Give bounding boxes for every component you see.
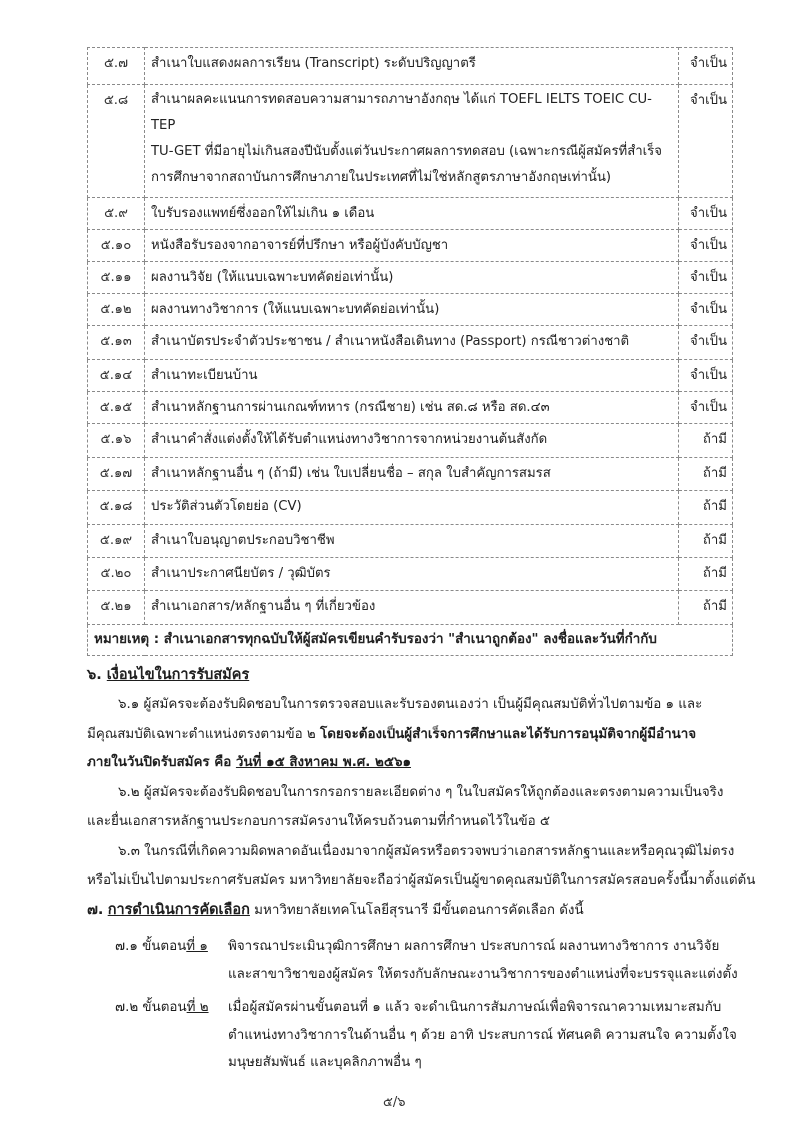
table-row	[88, 591, 733, 625]
item-status: จำเป็น	[679, 262, 733, 294]
table-row	[88, 424, 733, 458]
table-row	[88, 85, 733, 198]
item-status: จำเป็น	[679, 230, 733, 262]
item-number: ๕.๑๗	[88, 458, 145, 491]
item-status: ถ้ามี	[679, 591, 733, 625]
table-row	[88, 525, 733, 558]
item-number: ๕.๑๓	[88, 326, 145, 360]
step-1-label: ๗.๑ ขั้นตอนที่ ๑	[115, 939, 208, 954]
section-6-1-line-1: ๖.๑ ผู้สมัครจะต้องรับผิดชอบในการตรวจสอบและรับรองตนเองว่า เป็นผู้มีคุณสมบัติทั่วไปตามข้อ ๑ และ	[118, 697, 703, 712]
step-1-line-2: และสาขาวิชาของผู้สมัคร ให้ตรงกับลักษณะงานวิชาการของตำแหน่งที่จะบรรจุและแต่งตั้ง	[228, 967, 738, 982]
item-number: ๕.๑๕	[88, 392, 145, 424]
item-description: สำเนาผลคะแนนการทดสอบความสามารถภาษาอังกฤษ ได้แก่ TOEFL IELTS TOEIC CU-TEP TU-GET ที่มีอายุไม่เกินสองปีนับตั้งแต่วันประกาศผลการทดสอบ (เฉพาะกรณีผู้สมัครที่สำเร็จ การศึกษาจากสถาบันการศึกษาภายในประเทศที่ไม่ใช่หลักสูตรภาษาอังกฤษเท่านั้น)	[145, 85, 679, 198]
step-1-line-1: พิจารณาประเมินวุฒิการศึกษา ผลการศึกษา ประสบการณ์ ผลงานทางวิชาการ งานวิจัย	[228, 939, 720, 954]
table-row	[88, 48, 733, 85]
step-2-line-2: ตำแหน่งทางวิชาการในด้านอื่น ๆ ด้วย อาทิ ประสบการณ์ ทัศนคติ ความสนใจ ความตั้งใจ	[228, 1028, 737, 1043]
table-row	[88, 392, 733, 424]
item-number: ๕.๑๖	[88, 424, 145, 458]
table-row	[88, 230, 733, 262]
table-row	[88, 198, 733, 230]
item-description: สำเนาหลักฐานอื่น ๆ (ถ้ามี) เช่น ใบเปลี่ยนชื่อ – สกุล ใบสำคัญการสมรส	[145, 458, 679, 491]
section-6-1-line-2: มีคุณสมบัติเฉพาะตำแหน่งตรงตามข้อ ๒ โดยจะต้องเป็นผู้สำเร็จการศึกษาและได้รับการอนุมัติจากผู้มีอำนาจ	[87, 727, 697, 742]
table-row	[88, 360, 733, 392]
item-number: ๕.๑๐	[88, 230, 145, 262]
table-row	[88, 262, 733, 294]
section-6-2-line-2: และยื่นเอกสารหลักฐานประกอบการสมัครงานให้ครบถ้วนตามที่กำหนดไว้ในข้อ ๕	[87, 814, 551, 829]
step-2-line-1: เมื่อผู้สมัครผ่านขั้นตอนที่ ๑ แล้ว จะดำเนินการสัมภาษณ์เพื่อพิจารณาความเหมาะสมกับ	[228, 1000, 722, 1015]
item-status: จำเป็น	[679, 85, 733, 198]
page-number: ๕/๖	[383, 1095, 406, 1110]
item-description: สำเนาใบแสดงผลการเรียน (Transcript) ระดับปริญญาตรี	[145, 48, 679, 85]
section-6-3-line-2: หรือไม่เป็นไปตามประกาศรับสมัคร มหาวิทยาลัยจะถือว่าผู้สมัครเป็นผู้ขาดคุณสมบัติในการสมัครสอบครั้งนี้มาตั้งแต่ต้น	[87, 873, 756, 888]
table-row	[88, 326, 733, 360]
item-description: สำเนาประกาศนียบัตร / วุฒิบัตร	[145, 558, 679, 591]
item-number: ๕.๑๙	[88, 525, 145, 558]
item-number: ๕.๗	[88, 48, 145, 85]
table-note-row	[88, 625, 733, 656]
section-7-heading: ๗. การดำเนินการคัดเลือก มหาวิทยาลัยเทคโนโลยีสุรนารี มีขั้นตอนการคัดเลือก ดังนี้	[87, 902, 584, 918]
section-6-3-line-1: ๖.๓ ในกรณีที่เกิดความผิดพลาดอันเนื่องมาจากผู้สมัครหรือตรวจพบว่าเอกสารหลักฐานและหรือคุณวุฒิไม่ตรง	[118, 844, 735, 859]
item-description: สำเนาใบอนุญาตประกอบวิชาชีพ	[145, 525, 679, 558]
item-status: จำเป็น	[679, 48, 733, 85]
item-status: จำเป็น	[679, 392, 733, 424]
item-description: ใบรับรองแพทย์ซึ่งออกให้ไม่เกิน ๑ เดือน	[145, 198, 679, 230]
item-number: ๕.๑๘	[88, 491, 145, 525]
table-row	[88, 491, 733, 525]
item-description: สำเนาเอกสาร/หลักฐานอื่น ๆ ที่เกี่ยวข้อง	[145, 591, 679, 625]
item-description: สำเนาคำสั่งแต่งตั้งให้ได้รับตำแหน่งทางวิชาการจากหน่วยงานต้นสังกัด	[145, 424, 679, 458]
required-documents-table	[87, 47, 733, 656]
item-status: ถ้ามี	[679, 558, 733, 591]
item-status: จำเป็น	[679, 360, 733, 392]
item-status: ถ้ามี	[679, 458, 733, 491]
item-description: ผลงานวิจัย (ให้แนบเฉพาะบทคัดย่อเท่านั้น)	[145, 262, 679, 294]
item-description: ประวัติส่วนตัวโดยย่อ (CV)	[145, 491, 679, 525]
item-number: ๕.๒๑	[88, 591, 145, 625]
table-row	[88, 458, 733, 491]
section-6-1-line-3: ภายในวันปิดรับสมัคร คือ วันที่ ๑๕ สิงหาคม พ.ศ. ๒๕๖๑	[87, 755, 412, 770]
item-status: ถ้ามี	[679, 525, 733, 558]
item-description: ผลงานทางวิชาการ (ให้แนบเฉพาะบทคัดย่อเท่านั้น)	[145, 294, 679, 326]
section-6-2-line-1: ๖.๒ ผู้สมัครจะต้องรับผิดชอบในการกรอกรายละเอียดต่าง ๆ ในใบสมัครให้ถูกต้องและตรงตามความเป็นจริง	[118, 785, 724, 800]
step-2-label: ๗.๒ ขั้นตอนที่ ๒	[115, 1000, 209, 1015]
item-description: สำเนาทะเบียนบ้าน	[145, 360, 679, 392]
item-status: ถ้ามี	[679, 424, 733, 458]
table-row	[88, 558, 733, 591]
closing-date: วันที่ ๑๕ สิงหาคม พ.ศ. ๒๕๖๑	[235, 755, 412, 770]
item-number: ๕.๒๐	[88, 558, 145, 591]
table-row	[88, 294, 733, 326]
item-number: ๕.๑๑	[88, 262, 145, 294]
item-number: ๕.๑๒	[88, 294, 145, 326]
item-description: สำเนาบัตรประจำตัวประชาชน / สำเนาหนังสือเดินทาง (Passport) กรณีชาวต่างชาติ	[145, 326, 679, 360]
item-number: ๕.๘	[88, 85, 145, 198]
item-description: สำเนาหลักฐานการผ่านเกณฑ์ทหาร (กรณีชาย) เช่น สด.๘ หรือ สด.๔๓	[145, 392, 679, 424]
item-status: จำเป็น	[679, 198, 733, 230]
item-number: ๕.๙	[88, 198, 145, 230]
item-description: หนังสือรับรองจากอาจารย์ที่ปรึกษา หรือผู้บังคับบัญชา	[145, 230, 679, 262]
item-status: ถ้ามี	[679, 491, 733, 525]
table-note: หมายเหตุ : สำเนาเอกสารทุกฉบับให้ผู้สมัครเขียนคำรับรองว่า "สำเนาถูกต้อง" ลงชื่อและวันที่กำกับ	[88, 625, 733, 656]
section-6-heading: ๖. เงื่อนไขในการรับสมัคร	[87, 667, 250, 683]
step-2-line-3: มนุษยสัมพันธ์ และบุคลิกภาพอื่น ๆ	[228, 1055, 422, 1070]
item-number: ๕.๑๔	[88, 360, 145, 392]
item-status: จำเป็น	[679, 326, 733, 360]
item-status: จำเป็น	[679, 294, 733, 326]
